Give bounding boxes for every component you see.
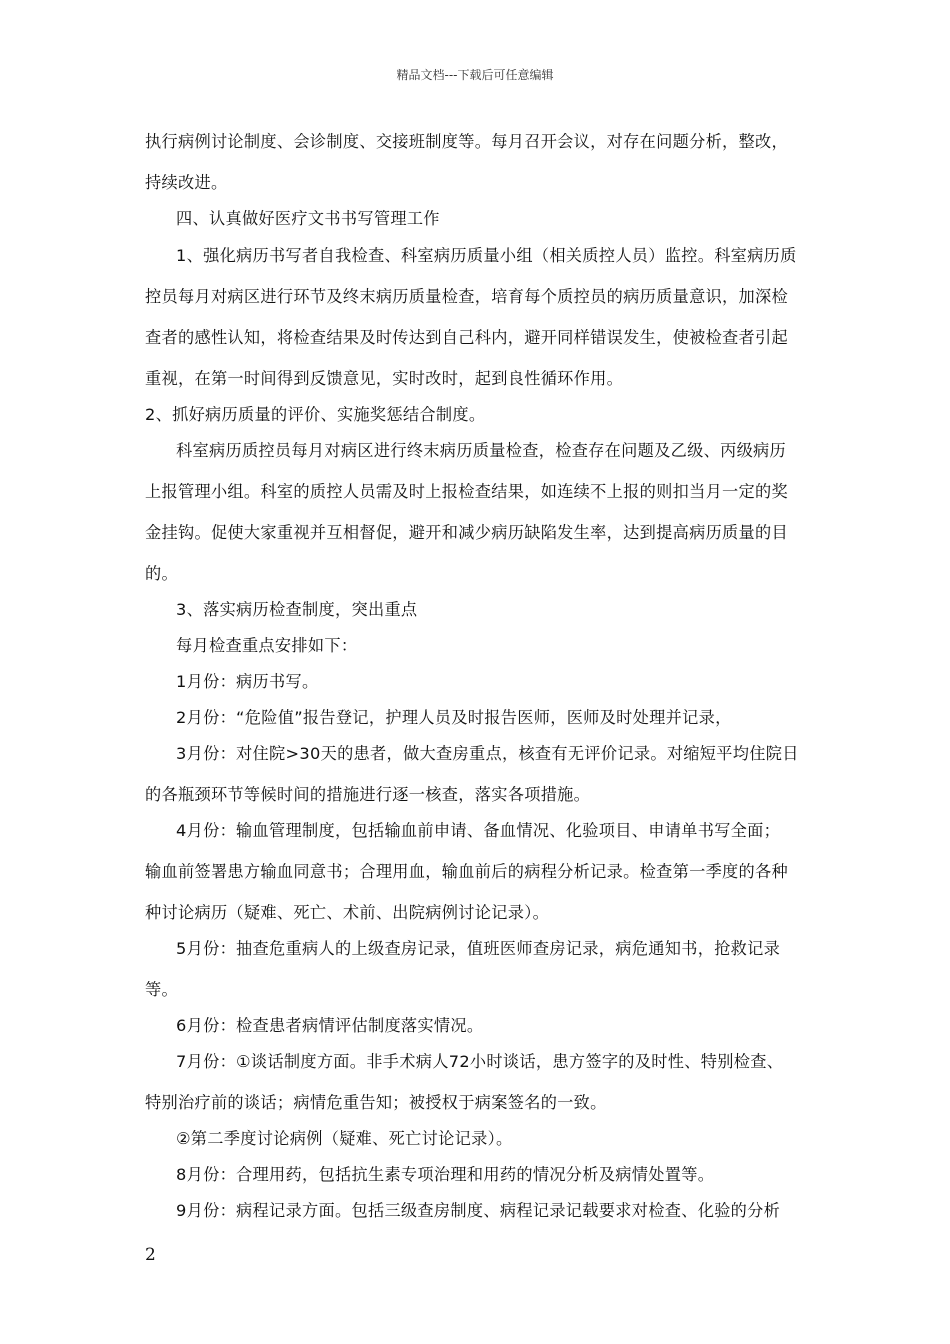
body-line: 科室病历质控员每月对病区进行终末病历质量检查，检查存在问题及乙级、丙级病历 (176, 441, 787, 460)
body-line: 控员每月对病区进行环节及终末病历质量检查，培育每个质控员的病历质量意识，加深检 (145, 287, 789, 306)
month-item: 6月份：检查患者病情评估制度落实情况。 (176, 1016, 484, 1035)
month-item: 3月份：对住院>30天的患者，做大查房重点，核查有无评价记录。对缩短平均住院日 (176, 744, 799, 763)
body-line: 金挂钩。促使大家重视并互相督促，避开和减少病历缺陷发生率，达到提高病历质量的目 (145, 523, 789, 542)
month-item: 9月份：病程记录方面。包括三级查房制度、病程记录记载要求对检查、化验的分析 (176, 1201, 781, 1220)
body-line: 等。 (145, 980, 178, 999)
subsection-heading: 2、抓好病历质量的评价、实施奖惩结合制度。 (145, 405, 486, 424)
body-line: 种讨论病历（疑难、死亡、术前、出院病例讨论记录）。 (145, 903, 550, 922)
body-line: 执行病例讨论制度、会诊制度、交接班制度等。每月召开会议，对存在问题分析，整改， (145, 132, 789, 151)
month-item: 7月份：①谈话制度方面。非手术病人72小时谈话，患方签字的及时性、特别检查、 (176, 1052, 784, 1071)
month-item: 1月份：病历书写。 (176, 672, 319, 691)
page-header: 精品文档---下载后可任意编辑 (396, 68, 554, 82)
month-item: 8月份：合理用药，包括抗生素专项治理和用药的情况分析及病情处置等。 (176, 1165, 715, 1184)
section-heading: 四、认真做好医疗文书书写管理工作 (176, 209, 440, 228)
body-line: 每月检查重点安排如下： (176, 636, 358, 655)
page-number: 2 (145, 1245, 156, 1265)
body-line: 持续改进。 (145, 173, 228, 192)
body-line: 的各瓶颈环节等候时间的措施进行逐一核查，落实各项措施。 (145, 785, 591, 804)
month-item: 4月份：输血管理制度，包括输血前申请、备血情况、化验项目、申请单书写全面； (176, 821, 781, 840)
body-line: 上报管理小组。科室的质控人员需及时上报检查结果，如连续不上报的则扣当月一定的奖 (145, 482, 789, 501)
body-line: 1、强化病历书写者自我检查、科室病历质量小组（相关质控人员）监控。科室病历质 (176, 246, 797, 265)
body-line: 的。 (145, 564, 178, 583)
body-line: 特别治疗前的谈话；病情危重告知；被授权于病案签名的一致。 (145, 1093, 607, 1112)
body-line: 输血前签署患方输血同意书；合理用血，输血前后的病程分析记录。检查第一季度的各种 (145, 862, 789, 881)
body-line: 查者的感性认知，将检查结果及时传达到自己科内，避开同样错误发生，使被检查者引起 (145, 328, 789, 347)
subsection-heading: 3、落实病历检查制度，突出重点 (176, 600, 418, 619)
month-item: 2月份：“危险值”报告登记，护理人员及时报告医师，医师及时处理并记录， (176, 708, 732, 727)
month-item: 5月份：抽查危重病人的上级查房记录，值班医师查房记录，病危通知书，抢救记录 (176, 939, 781, 958)
body-line: 重视，在第一时间得到反馈意见，实时改时，起到良性循环作用。 (145, 369, 624, 388)
body-line: ②第二季度讨论病例（疑难、死亡讨论记录）。 (176, 1129, 513, 1148)
